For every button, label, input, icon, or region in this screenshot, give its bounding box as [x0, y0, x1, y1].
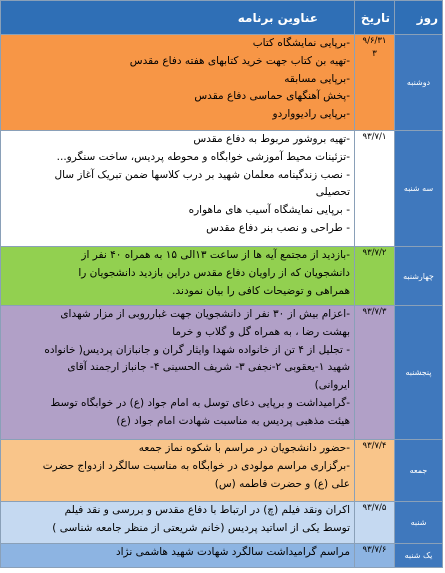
program-cell — [1, 35, 355, 131]
program-item: - برپایی نمایشگاه آسیب های ماهواره — [188, 204, 350, 217]
schedule-row — [1, 131, 443, 247]
program-item: مراسم گرامیداشت سالگرد شهادت شهید هاشمی نژاد — [115, 546, 350, 558]
program-item: -حضور دانشجویان در مراسم با شکوه نماز جمعه — [138, 442, 350, 454]
day-cell: چهارشنبه — [395, 247, 443, 306]
date-cell: ۹۳/۷/۳ — [355, 306, 395, 440]
program-item: -برپایی نمایشگاه کتاب — [252, 37, 350, 49]
program-cell — [1, 247, 355, 306]
header-day: روز — [395, 1, 443, 35]
program-item: -اعزام بیش از ۳۰ نفر از دانشجویان جهت غبارروبی از مزار شهدای — [60, 308, 350, 320]
program-item: بهشت رضا ، به همراه گل و گلاب و خرما — [172, 325, 350, 338]
program-item: تحصیلی — [315, 186, 350, 199]
schedule-row — [1, 440, 443, 502]
program-item: علی (ع) و حضرت فاطمه (س) — [214, 477, 350, 490]
day-cell: دوشنبه — [395, 35, 443, 131]
date-cell: ۹/۶/۳۱ ۳ — [355, 35, 395, 131]
program-item: شهید ۱-یعقوبی ۲-نجفی ۳- شریف الحسینی ۴- جانباز ارجمند آقای — [67, 361, 350, 374]
program-item: هیئت مذهبی پردیس به مناسبت شهادت امام جواد (ع) — [116, 414, 350, 427]
header-title: عناوین برنامه — [1, 1, 355, 35]
header-row — [1, 1, 443, 35]
program-item: -گرامیداشت و برپایی دعای توسل به امام جواد (ع) در خوابگاه توسط — [50, 396, 350, 409]
header-date: تاریخ — [355, 1, 395, 35]
program-item: - نصب زندگینامه معلمان شهید بر درب کلاسها ضمن تبریک آغاز سال — [54, 168, 350, 181]
date-cell: ۹۳/۷/۲ — [355, 247, 395, 306]
program-item: -پخش آهنگهای حماسی دفاع مقدس — [194, 90, 350, 103]
program-item: - طراحی و نصب بنر دفاع مقدس — [206, 221, 350, 234]
program-item: - تجلیل از ۴ تن از خانواده شهدا وایثار گران و جانبازان پردیس( خانواده — [44, 343, 350, 356]
program-item: همراهی و توضیحات کافی را بیان نمودند. — [172, 284, 350, 297]
date-cell: ۹۳/۷/۴ — [355, 440, 395, 502]
schedule-row — [1, 35, 443, 131]
schedule-row — [1, 544, 443, 568]
schedule-row — [1, 306, 443, 440]
day-cell: یک شنبه — [395, 544, 443, 568]
program-item: دانشجویان که از راویان دفاع مقدس دراین بازدید دانشجویان را — [78, 266, 350, 279]
day-cell: جمعه — [395, 440, 443, 502]
date-cell: ۹۳/۷/۱ — [355, 131, 395, 247]
program-item: ایروانی) — [314, 379, 350, 392]
program-cell — [1, 131, 355, 247]
program-item: -تهیه بن کتاب جهت خرید کتابهای هفته دفاع مقدس — [129, 54, 350, 67]
schedule-row — [1, 502, 443, 544]
date-cell: ۹۳/۷/۵ — [355, 502, 395, 544]
program-item: -تزئینات محیط آموزشی خوابگاه و محوطه پردیس، ساخت سنگرو... — [56, 150, 350, 163]
program-item: -بازدید از مجتمع آیه ها از ساعت ۱۳الی ۱۵ به همراه ۴۰ نفر از — [81, 249, 350, 261]
program-cell — [1, 306, 355, 440]
program-item: -برگزاری مراسم مولودی در خوابگاه به مناسبت سالگرد ازدواج حضرت — [42, 459, 350, 472]
program-item: توسط یکی از اساتید پردیس (خانم شریعتی از منظر جامعه شناسی ) — [52, 521, 350, 534]
program-item: -تهیه بروشور مربوط به دفاع مقدس — [193, 133, 350, 145]
day-cell: شنبه — [395, 502, 443, 544]
day-cell: پنجشنبه — [395, 306, 443, 440]
program-item: -برپایی رادیوواردو — [272, 108, 350, 121]
program-cell — [1, 440, 355, 502]
program-item: اکران ونقد فیلم (چ) در ارتباط با دفاع مقدس و بررسی و نقد فیلم — [64, 504, 350, 516]
program-item: -برپایی مسابقه — [284, 72, 350, 85]
date-cell: ۹۳/۷/۶ — [355, 544, 395, 568]
schedule-row — [1, 247, 443, 306]
program-cell — [1, 544, 355, 568]
day-cell: سه شنبه — [395, 131, 443, 247]
program-cell — [1, 502, 355, 544]
